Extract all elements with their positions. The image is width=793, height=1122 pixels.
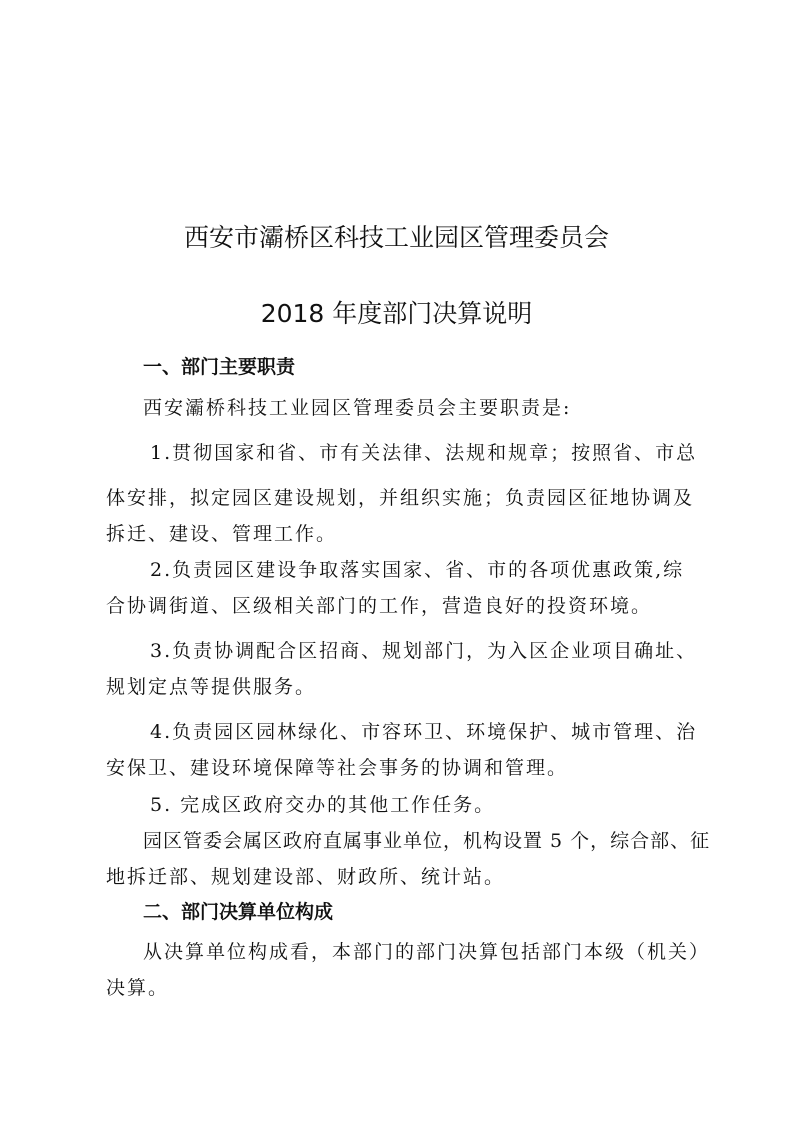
paragraph-line: 拆迁、建设、管理工作。 bbox=[106, 523, 338, 545]
paragraph-line: 地拆迁部、规划建设部、财政所、统计站。 bbox=[106, 866, 506, 888]
paragraph-line: 规划定点等提供服务。 bbox=[106, 676, 317, 698]
document-subtitle: 2018 年度部门决算说明 bbox=[260, 299, 533, 328]
section-heading-units: 二、部门决算单位构成 bbox=[143, 901, 334, 923]
paragraph-line: 从决算单位构成看，本部门的部门决算包括部门本级（机关） bbox=[143, 941, 711, 963]
paragraph-line: 5. 完成区政府交办的其他工作任务。 bbox=[150, 794, 496, 816]
paragraph-line: 西安灞桥科技工业园区管理委员会主要职责是: bbox=[143, 397, 572, 419]
paragraph-line: 4.负责园区园林绿化、市容环卫、环境保护、城市管理、治 bbox=[150, 721, 698, 743]
paragraph-line: 1.贯彻国家和省、市有关法律、法规和规章；按照省、市总 bbox=[150, 442, 698, 464]
paragraph-line: 2.负责园区建设争取落实国家、省、市的各项优惠政策,综 bbox=[150, 559, 685, 581]
section-heading-duties: 一、部门主要职责 bbox=[143, 356, 296, 378]
document-title: 西安市灞桥区科技工业园区管理委员会 bbox=[183, 223, 609, 252]
paragraph-line: 园区管委会属区政府直属事业单位，机构设置 5 个，综合部、征 bbox=[143, 830, 711, 852]
paragraph-line: 决算。 bbox=[106, 977, 170, 999]
paragraph-line: 3.负责协调配合区招商、规划部门，为入区企业项目确址、 bbox=[150, 640, 698, 662]
paragraph-line: 安保卫、建设环境保障等社会事务的协调和管理。 bbox=[106, 757, 569, 779]
paragraph-line: 体安排，拟定园区建设规划，并组织实施；负责园区征地协调及 bbox=[106, 487, 695, 509]
paragraph-line: 合协调街道、区级相关部门的工作，营造良好的投资环境。 bbox=[106, 595, 653, 617]
